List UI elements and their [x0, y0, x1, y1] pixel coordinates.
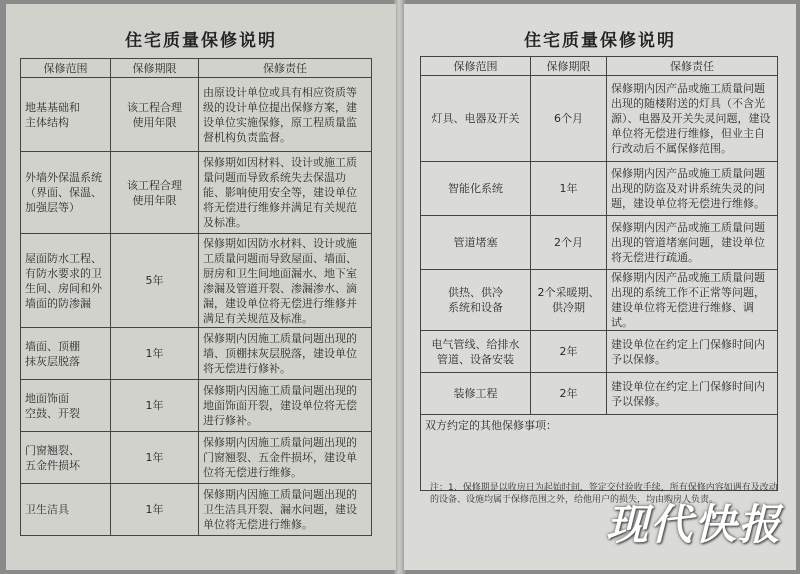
row-scope: 外墙外保温系统 （界面、保温、加强层等） [21, 152, 111, 234]
left-page [6, 4, 396, 570]
row-period: 1年 [111, 380, 199, 432]
right-page-title: 住宅质量保修说明 [524, 31, 676, 51]
table-header-row [21, 59, 372, 78]
row-period: 1年 [111, 328, 199, 380]
row-scope: 管道堵塞 [421, 216, 531, 270]
row-duty: 保修期内因施工质量问题出现的门窗翘裂、五金件损坏，建设单位将无偿进行维修。 [199, 432, 372, 484]
row-scope: 供热、供冷 系统和设备 [421, 270, 531, 331]
row-scope: 屋面防水工程、有防水要求的卫生间、房间和外墙面的防渗漏 [21, 234, 111, 328]
row-duty: 保修期内因施工质量问题出现的墙、顶棚抹灰层脱落，建设单位将无偿进行修补。 [199, 328, 372, 380]
row-duty: 保修期如因材料、设计或施工质量问题而导致系统失去保温功能、影响使用安全等，建设单位将无偿进行维修并满足有关规范及标准。 [199, 152, 372, 234]
table-row [21, 432, 372, 484]
row-period: 该工程合理 使用年限 [111, 78, 199, 152]
row-period: 6个月 [531, 76, 607, 162]
table-row [21, 234, 372, 328]
table-row [21, 380, 372, 432]
row-scope: 地面饰面 空鼓、开裂 [21, 380, 111, 432]
row-period: 1年 [111, 484, 199, 536]
row-scope: 门窗翘裂、 五金件损坏 [21, 432, 111, 484]
table-row [421, 270, 778, 331]
row-scope: 地基基础和 主体结构 [21, 78, 111, 152]
table-row [21, 484, 372, 536]
table-row [21, 328, 372, 380]
row-duty: 建设单位在约定上门保修时间内予以保修。 [607, 373, 778, 415]
table-row [421, 76, 778, 162]
row-period: 2个采暖期、 供冷期 [531, 270, 607, 331]
header-duty: 保修责任 [607, 57, 778, 76]
row-scope: 装修工程 [421, 373, 531, 415]
row-duty: 保修期内因产品或施工质量问题出现的随楼附送的灯具（不含光源）、电器及开关失灵问题，建设单位将无偿进行维修，但业主自行改动后不属保修范围。 [607, 76, 778, 162]
row-period: 1年 [531, 162, 607, 216]
row-period: 2年 [531, 373, 607, 415]
header-scope: 保修范围 [21, 59, 111, 78]
row-duty: 保修期内因产品或施工质量问题出现的防盗及对讲系统失灵的问题，建设单位将无偿进行维修。 [607, 162, 778, 216]
table-row [421, 162, 778, 216]
header-period: 保修期限 [531, 57, 607, 76]
left-page-title: 住宅质量保修说明 [125, 31, 277, 51]
left-warranty-table [20, 58, 372, 536]
row-duty: 保修期如因防水材料、设计或施工质量问题而导致屋面、墙面、厨房和卫生间地面漏水、地下室渗漏及管道开裂、渗漏渗水、滴漏，建设单位将无偿进行维修并满足有关规范及标准。 [199, 234, 372, 328]
header-duty: 保修责任 [199, 59, 372, 78]
table-row [21, 152, 372, 234]
table-row [421, 373, 778, 415]
row-scope: 墙面、顶棚 抹灰层脱落 [21, 328, 111, 380]
row-duty: 建设单位在约定上门保修时间内予以保修。 [607, 331, 778, 373]
table-row [421, 216, 778, 270]
row-scope: 卫生洁具 [21, 484, 111, 536]
table-header-row [421, 57, 778, 76]
header-scope: 保修范围 [421, 57, 531, 76]
row-duty: 由原设计单位或具有相应资质等级的设计单位提出保修方案，建设单位实施保修，原工程质量监督机构负责监督。 [199, 78, 372, 152]
right-page [404, 4, 796, 570]
row-period: 1年 [111, 432, 199, 484]
row-scope: 智能化系统 [421, 162, 531, 216]
right-warranty-table [420, 56, 778, 491]
row-period: 2个月 [531, 216, 607, 270]
other-terms-label: 双方约定的其他保修事项： [421, 415, 778, 491]
row-duty: 保修期内因产品或施工质量问题出现的系统工作不正常等问题，建设单位将无偿进行维修、调试。 [607, 270, 778, 331]
row-duty: 保修期内因施工质量问题出现的卫生洁具开裂、漏水问题，建设单位将无偿进行维修。 [199, 484, 372, 536]
row-period: 5年 [111, 234, 199, 328]
other-terms-row [421, 415, 778, 491]
row-period: 该工程合理 使用年限 [111, 152, 199, 234]
watermark-logo: 现代快报 [605, 500, 782, 549]
row-scope: 电气管线、给排水 管道、设备安装 [421, 331, 531, 373]
header-period: 保修期限 [111, 59, 199, 78]
row-duty: 保修期内因产品或施工质量问题出现的管道堵塞问题，建设单位将无偿进行疏通。 [607, 216, 778, 270]
table-row [21, 78, 372, 152]
table-row [421, 331, 778, 373]
row-duty: 保修期内因施工质量问题出现的地面饰面开裂，建设单位将无偿进行修补。 [199, 380, 372, 432]
row-period: 2年 [531, 331, 607, 373]
footnote: 注：1、保修期是以收房日为起始时间，签定交付验收手续，所有保修内容如遇有及改动的设备、设施均属于保修范围之外，给他用户的损失，均由购房人负责。 [430, 483, 778, 505]
row-scope: 灯具、电器及开关 [421, 76, 531, 162]
